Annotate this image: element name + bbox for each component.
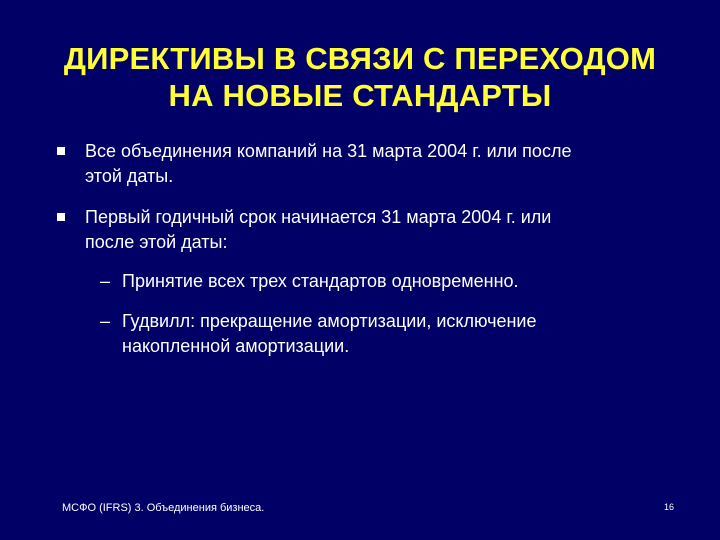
square-bullet-icon [57,213,65,221]
bullet-text-line: этой даты. [85,166,174,186]
bullet-text [85,139,645,189]
dash-bullet-icon: – [100,311,111,331]
sub-bullet-text [122,309,622,359]
sub-bullet-text-line: Гудвилл: прекращение амортизации, исключение [122,311,537,331]
sub-bullet-text-line: Принятие всех трех стандартов одновременно. [122,271,519,291]
slide-title-line-2: НА НОВЫЕ СТАНДАРТЫ [168,78,552,113]
bullet-text-line: после этой даты: [85,232,228,252]
bullet-text-line: Первый годичный срок начинается 31 марта 2004 г. или [85,207,552,227]
page-number: 16 [664,502,675,512]
bullet-text-line: Все объединения компаний на 31 марта 2004 г. или после [85,141,572,161]
square-bullet-icon [57,147,65,155]
sub-bullet-text [122,269,622,294]
dash-bullet-icon: – [100,271,111,291]
slide-title-line-1: ДИРЕКТИВЫ В СВЯЗИ С ПЕРЕХОДОМ [63,41,657,76]
sub-bullet-text-line: накопленной амортизации. [122,336,350,356]
bullet-text [85,205,645,255]
footer-text: МСФО (IFRS) 3. Объединения бизнеса. [62,502,265,514]
